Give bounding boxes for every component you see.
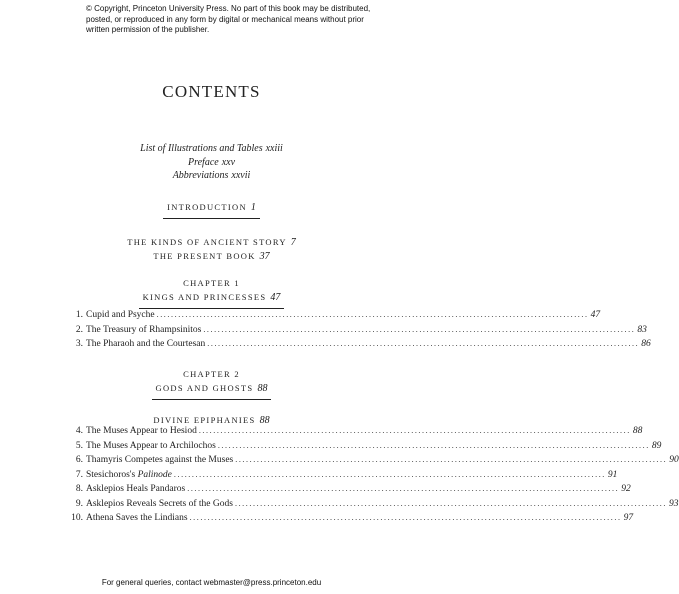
introduction-heading: INTRODUCTION 1 (0, 197, 423, 219)
chapter-2-number: CHAPTER 2 (183, 369, 240, 379)
chapter-1-title: KINGS AND PRINCESSES 47 (0, 287, 423, 309)
list-item: 1. Cupid and Psyche ........................................................................................................................ 47 (71, 308, 357, 323)
list-item: 6. Thamyris Competes against the Muses ........................................................................................................................ 90 (71, 453, 357, 468)
chapter-2-section: DIVINE EPIPHANIES 88 (153, 415, 270, 426)
list-item: 9. Asklepios Reveals Secrets of the Gods ........................................................................................................................ 93 (71, 497, 357, 512)
list-item: 4. The Muses Appear to Hesiod ........................................................................................................................ 88 (71, 424, 357, 439)
front-matter-item: Abbreviations xxvii (172, 170, 251, 181)
leader-dots: ........................................................................................................................ (235, 455, 668, 464)
footer-contact: For general queries, contact webmaster@press.princeton.edu (101, 578, 322, 587)
leader-dots: ........................................................................................................................ (173, 469, 606, 479)
intro-section: THE KINDS OF ANCIENT STORY 7 (127, 237, 296, 248)
list-item: 10. Athena Saves the Lindians ........................................................................................................................ 97 (71, 511, 357, 526)
leader-dots: ........................................................................................................................ (187, 484, 620, 493)
leader-dots: ........................................................................................................................ (156, 310, 589, 319)
leader-dots: ........................................................................................................................ (203, 324, 636, 334)
chapter-2-title: GODS AND GHOSTS 88 (0, 378, 423, 400)
copyright-notice: © Copyright, Princeton University Press. No part of this book may be distributed, posted, or reproduced in any form by digital or mechanical means without prior written permission of the publisher. (86, 4, 371, 34)
list-item: 7. Stesichoros's Palinode ........................................................................................................................ 91 (71, 468, 357, 483)
leader-dots: ........................................................................................................................ (198, 426, 631, 435)
chapter-1-entries (71, 308, 651, 352)
list-item: 2. The Treasury of Rhampsinitos ........................................................................................................................ 83 (71, 323, 357, 338)
front-matter (0, 142, 423, 183)
front-matter-item: List of Illustrations and Tables xxiii (140, 143, 283, 154)
chapter-1-number: CHAPTER 1 (183, 278, 240, 288)
front-matter-item: Preface xxv (187, 156, 236, 168)
leader-dots: ........................................................................................................................ (217, 440, 650, 450)
leader-dots: ........................................................................................................................ (189, 513, 622, 522)
leader-dots: ........................................................................................................................ (234, 498, 667, 508)
intro-section: THE PRESENT BOOK 37 (153, 251, 270, 262)
page-title: CONTENTS (162, 82, 261, 101)
chapter-2-entries (71, 424, 679, 526)
list-item: 5. The Muses Appear to Archilochos ........................................................................................................................ 89 (71, 439, 357, 454)
list-item: 3. The Pharaoh and the Courtesan ........................................................................................................................ 86 (71, 337, 357, 352)
list-item: 8. Asklepios Heals Pandaros ........................................................................................................................ 92 (71, 482, 357, 497)
leader-dots: ........................................................................................................................ (207, 339, 640, 348)
